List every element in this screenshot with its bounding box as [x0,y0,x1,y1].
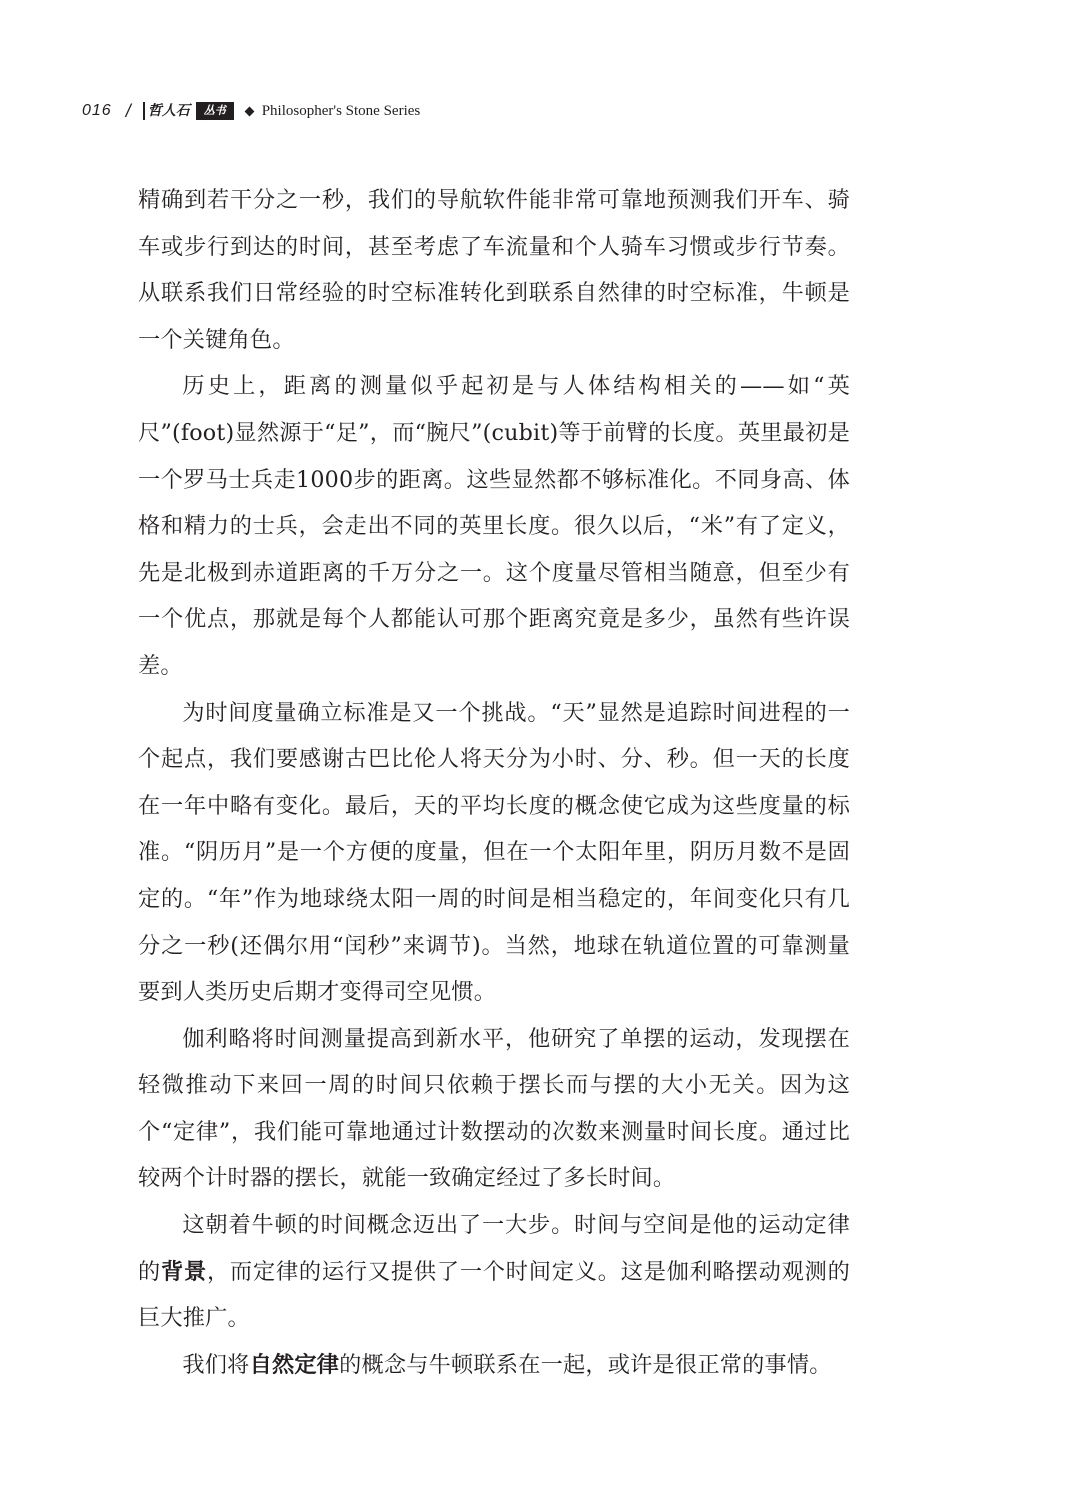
body-text [138,177,850,1388]
paragraph [138,1202,850,1342]
running-header [82,96,420,126]
paragraph [138,177,850,363]
series-logo-right: 丛书 [196,102,234,120]
paragraph-text: 历史上，距离的测量似乎起初是与人体结构相关的——如“英尺”(foot)显然源于“足”，而“腕尺”(cubit)等于前臂的长度。英里最初是一个罗马士兵走1000步的距离。这些显然都不够标准化。不同身高、体格和精力的士兵，会走出不同的英里长度。很久以后，“米”有了定义，先是北极到赤道距离的千万分之一。这个度量尽管相当随意，但至少有一个优点，那就是每个人都能认可那个距离究竟是多少，虽然有些许误差。 [138,373,850,679]
series-title: Philosopher's Stone Series [261,102,421,119]
diamond-bullet-icon [244,106,254,116]
paragraph [138,363,850,689]
emphasis-text: 背景 [161,1258,207,1285]
emphasis-text: 自然定律 [249,1351,340,1378]
paragraph [138,690,850,1016]
series-logo-left: 哲人石 [143,102,196,120]
page-number: 016 [82,102,112,119]
paragraph-text: 精确到若干分之一秒，我们的导航软件能非常可靠地预测我们开车、骑车或步行到达的时间，甚至考虑了车流量和个人骑车习惯或步行节奏。从联系我们日常经验的时空标准转化到联系自然律的时空标准，牛顿是一个关键角色。 [138,187,850,353]
paragraph-text: 伽利略将时间测量提高到新水平，他研究了单摆的运动，发现摆在轻微推动下来回一周的时间只依赖于摆长而与摆的大小无关。因为这个“定律”，我们能可靠地通过计数摆动的次数来测量时间长度。通过比较两个计时器的摆长，就能一致确定经过了多长时间。 [138,1025,850,1192]
paragraph-text: 的概念与牛顿联系在一起，或许是很正常的事情。 [339,1351,832,1378]
paragraph-text: 我们将 [182,1351,250,1378]
header-separator: / [125,100,131,121]
series-logo [143,101,234,121]
paragraph [138,1342,850,1389]
paragraph-text: ，而定律的运行又提供了一个时间定义。这是伽利略摆动观测的巨大推广。 [138,1258,851,1332]
paragraph-text: 为时间度量确立标准是又一个挑战。“天”显然是追踪时间进程的一个起点，我们要感谢古巴比伦人将天分为小时、分、秒。但一天的长度在一年中略有变化。最后，天的平均长度的概念使它成为这些度量的标准。“阴历月”是一个方便的度量，但在一个太阳年里，阴历月数不是固定的。“年”作为地球绕太阳一周的时间是相当稳定的，年间变化只有几分之一秒(还偶尔用“闰秒”来调节)。当然，地球在轨道位置的可靠测量要到人类历史后期才变得司空见惯。 [138,699,850,1006]
paragraph [138,1016,850,1202]
paragraph-text: 这朝着牛顿的时间概念迈出了一大步。时间与空间是他的运动定律的 [138,1212,850,1285]
